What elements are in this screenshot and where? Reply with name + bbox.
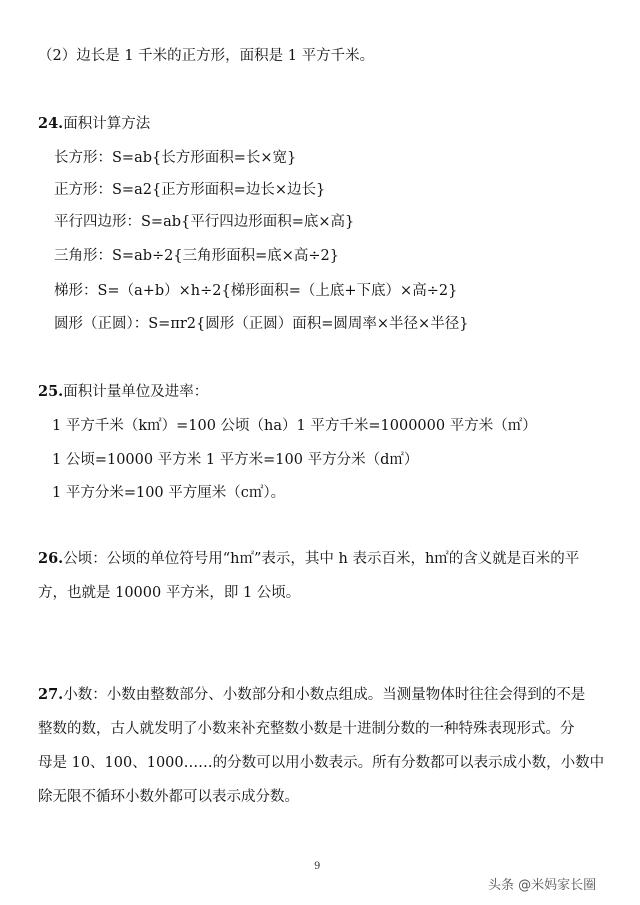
section-25-number: 25. [38,383,64,400]
section-27-line-4: 除无限不循环小数外都可以表示成分数。 [38,789,299,805]
section-25-heading [38,382,208,402]
section-27-number: 27. [38,686,64,703]
section-26-text-1: 公顷：公顷的单位符号用“h㎡”表示，其中 h 表示百米，h㎡的含义就是百米的平 [63,551,580,567]
section-24-heading [38,114,150,134]
section-26-line-1 [38,549,579,569]
formula-triangle: 三角形：S=ab÷2{三角形面积=底×高÷2} [54,248,340,264]
formula-trapezoid: 梯形：S=（a+b）×h÷2{梯形面积=（上底+下底）×高÷2} [54,283,458,299]
section-25-title: 面积计量单位及进率： [63,384,209,400]
section-24-title: 面积计算方法 [63,116,151,132]
formula-parallelogram: 平行四边形：S=ab{平行四边形面积=底×高} [54,214,355,230]
formula-rectangle: 长方形：S=ab{长方形面积=长×宽} [54,150,297,166]
section-26-number: 26. [38,550,64,567]
section-27-line-2: 整数的数，古人就发明了小数来补充整数小数是十进制分数的一种特殊表现形式。分 [38,721,575,737]
intro-line: （2）边长是 1 千米的正方形，面积是 1 平方千米。 [38,48,375,64]
section-26-line-2: 方，也就是 10000 平方米，即 1 公顷。 [38,585,301,601]
section-27-line-1 [38,685,585,705]
watermark: 头条 @米妈家长圈 [488,878,597,893]
formula-square: 正方形：S=a2{正方形面积=边长×边长} [54,182,326,198]
unit-line-2: 1 公顷=10000 平方米 1 平方米=100 平方分米（d㎡） [52,452,419,468]
section-24-number: 24. [38,115,64,132]
section-27-line-3: 母是 10、100、1000……的分数可以用小数表示。所有分数都可以表示成小数，小数中 [38,755,605,771]
unit-line-3: 1 平方分米=100 平方厘米（c㎡）。 [52,485,286,501]
formula-circle: 圆形（正圆）：S=πr2{圆形（正圆）面积=圆周率×半径×半径} [54,316,469,332]
unit-line-1: 1 平方千米（k㎡）=100 公顷（ha）1 平方千米=1000000 平方米（㎡） [52,418,537,434]
section-27-text-1: 小数：小数由整数部分、小数部分和小数点组成。当测量物体时往往会得到的不是 [63,687,586,703]
page-number: 9 [314,861,321,872]
